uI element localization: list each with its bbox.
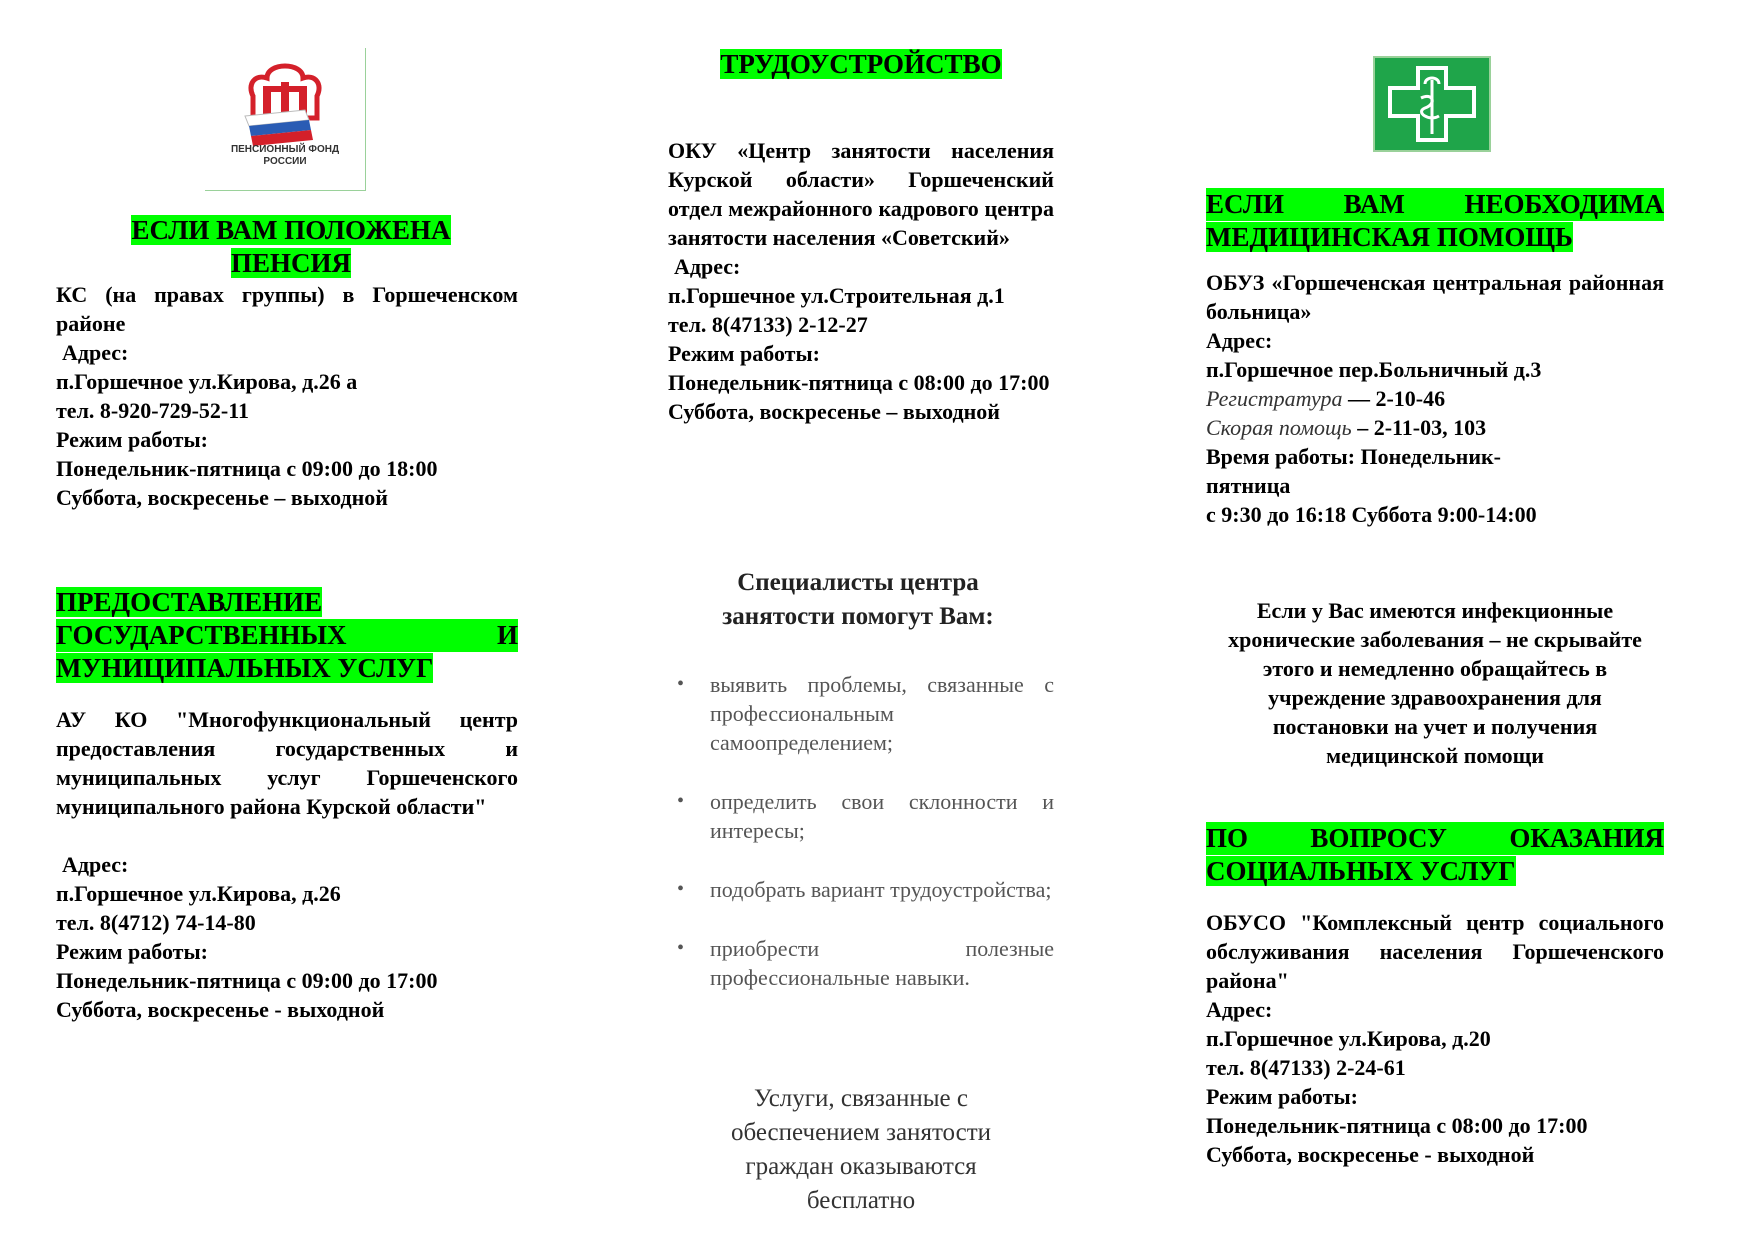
medical-section: [1206, 188, 1664, 529]
specialists-title: Специалисты центра занятости помогут Вам:: [722, 569, 994, 630]
social-address-label: Адрес:: [1206, 997, 1273, 1022]
pension-address-label: Адрес:: [62, 340, 129, 365]
pension-fund-caption-2: РОССИИ: [263, 156, 307, 167]
employment-section: [668, 136, 1054, 426]
services-address-label: Адрес:: [62, 852, 129, 877]
employment-hours-weekdays: Понедельник-пятница с 08:00 до 17:00: [668, 370, 1050, 395]
services-hours-weekend: Суббота, воскресенье - выходной: [56, 997, 385, 1022]
employment-heading: [668, 48, 1054, 81]
social-org: ОБУСО "Комплексный центр социального обслуживания населения Горшеченского района": [1206, 910, 1664, 993]
pension-org: КС (на правах группы) в Горшеченском районе: [56, 282, 518, 336]
infection-note: Если у Вас имеются инфекционные хронические заболевания – не скрывайте этого и немедленно обращайтесь в учреждение здравоохранения для постановки на учет и получения медицинской помощи: [1228, 598, 1642, 768]
help-list: [668, 670, 1054, 1022]
pension-heading-line-1: ЕСЛИ ВАМ ПОЛОЖЕНА: [131, 215, 451, 245]
pension-phone: тел. 8-920-729-52-11: [56, 398, 250, 423]
registry-label: Регистратура: [1206, 386, 1343, 411]
medical-ambulance: [1206, 413, 1664, 442]
medical-heading-line-1: ЕСЛИ ВАМ НЕОБХОДИМА: [1206, 189, 1664, 219]
social-section: [1206, 822, 1664, 1169]
services-org: АУ КО "Многофункциональный центр предоставления государственных и муниципальных услуг Горшеченского муниципального района Курской области": [56, 707, 518, 819]
services-heading-line-1: ПРЕДОСТАВЛЕНИЕ: [56, 587, 323, 617]
pension-hours-weekend: Суббота, воскресенье – выходной: [56, 485, 388, 510]
pension-heading: [106, 214, 476, 280]
social-phone: тел. 8(47133) 2-24-61: [1206, 1055, 1406, 1080]
medical-heading: [1206, 188, 1664, 254]
social-heading-line-1: ПО ВОПРОСУ ОКАЗАНИЯ: [1206, 823, 1664, 853]
employment-address: п.Горшечное ул.Строительная д.1: [668, 283, 1005, 308]
services-heading: [56, 586, 518, 685]
social-hours-weekend: Суббота, воскресенье - выходной: [1206, 1142, 1535, 1167]
medical-cross-icon: [1375, 58, 1489, 150]
services-section: [56, 586, 518, 1024]
help-list-item: • выявить проблемы, связанные с профессиональным самоопределением;: [668, 670, 1054, 757]
pension-hours-label: Режим работы:: [56, 427, 208, 452]
services-phone: тел. 8(4712) 74-14-80: [56, 910, 256, 935]
social-heading: [1206, 822, 1664, 888]
registry-phone: — 2-10-46: [1347, 386, 1446, 411]
pension-heading-line-2: ПЕНСИЯ: [230, 248, 351, 278]
employment-hours-label: Режим работы:: [668, 341, 820, 366]
services-heading-line-3: МУНИЦИПАЛЬНЫХ УСЛУГ: [56, 653, 434, 683]
services-heading-line-2: ГОСУДАРСТВЕННЫХ И: [56, 620, 518, 650]
pension-fund-logo: [205, 48, 366, 191]
services-address: п.Горшечное ул.Кирова, д.26: [56, 881, 341, 906]
ambulance-label: Скорая помощь: [1206, 415, 1352, 440]
employment-hours-weekend: Суббота, воскресенье – выходной: [668, 399, 1000, 424]
medical-address-label: Адрес:: [1206, 328, 1273, 353]
medical-hours-line-1: Время работы: Понедельник-пятница: [1206, 444, 1502, 498]
help-list-item: • определить свои склонности и интересы;: [668, 787, 1054, 845]
medical-registry: [1206, 384, 1664, 413]
employment-phone: тел. 8(47133) 2-12-27: [668, 312, 868, 337]
employment-heading-text: ТРУДОУСТРОЙСТВО: [720, 49, 1002, 79]
medical-org: ОБУЗ «Горшеченская центральная районная больница»: [1206, 270, 1664, 324]
pension-hours-weekdays: Понедельник-пятница с 09:00 до 18:00: [56, 456, 438, 481]
services-hours-label: Режим работы:: [56, 939, 208, 964]
medical-address: п.Горшечное пер.Больничный д.3: [1206, 357, 1542, 382]
social-hours-weekdays: Понедельник-пятница с 08:00 до 17:00: [1206, 1113, 1588, 1138]
pension-fund-caption-1: ПЕНСИОННЫЙ ФОНД: [230, 144, 340, 155]
services-hours-weekdays: Понедельник-пятница с 09:00 до 17:00: [56, 968, 438, 993]
help-list-item: • приобрести полезные профессиональные навыки.: [668, 934, 1054, 992]
social-hours-label: Режим работы:: [1206, 1084, 1358, 1109]
medical-hours-line-2: с 9:30 до 16:18 Суббота 9:00-14:00: [1206, 502, 1537, 527]
free-services-note: Услуги, связанные с обеспечением занятости граждан оказываются бесплатно: [730, 1085, 992, 1214]
employment-org: ОКУ «Центр занятости населения Курской области» Горшеченский отдел межрайонного кадрового центра занятости населения «Советский»: [668, 138, 1054, 250]
pension-section: [56, 214, 518, 512]
social-address: п.Горшечное ул.Кирова, д.20: [1206, 1026, 1491, 1051]
pharmacy-cross-icon: [1373, 56, 1491, 152]
help-list-item: • подобрать вариант трудоустройства;: [668, 875, 1054, 904]
social-heading-line-2: СОЦИАЛЬНЫХ УСЛУГ: [1206, 856, 1516, 886]
pension-address: п.Горшечное ул.Кирова, д.26 а: [56, 369, 358, 394]
medical-heading-line-2: МЕДИЦИНСКАЯ ПОМОЩЬ: [1206, 222, 1573, 252]
employment-address-label: Адрес:: [674, 254, 741, 279]
ambulance-phone: – 2-11-03, 103: [1357, 415, 1487, 440]
